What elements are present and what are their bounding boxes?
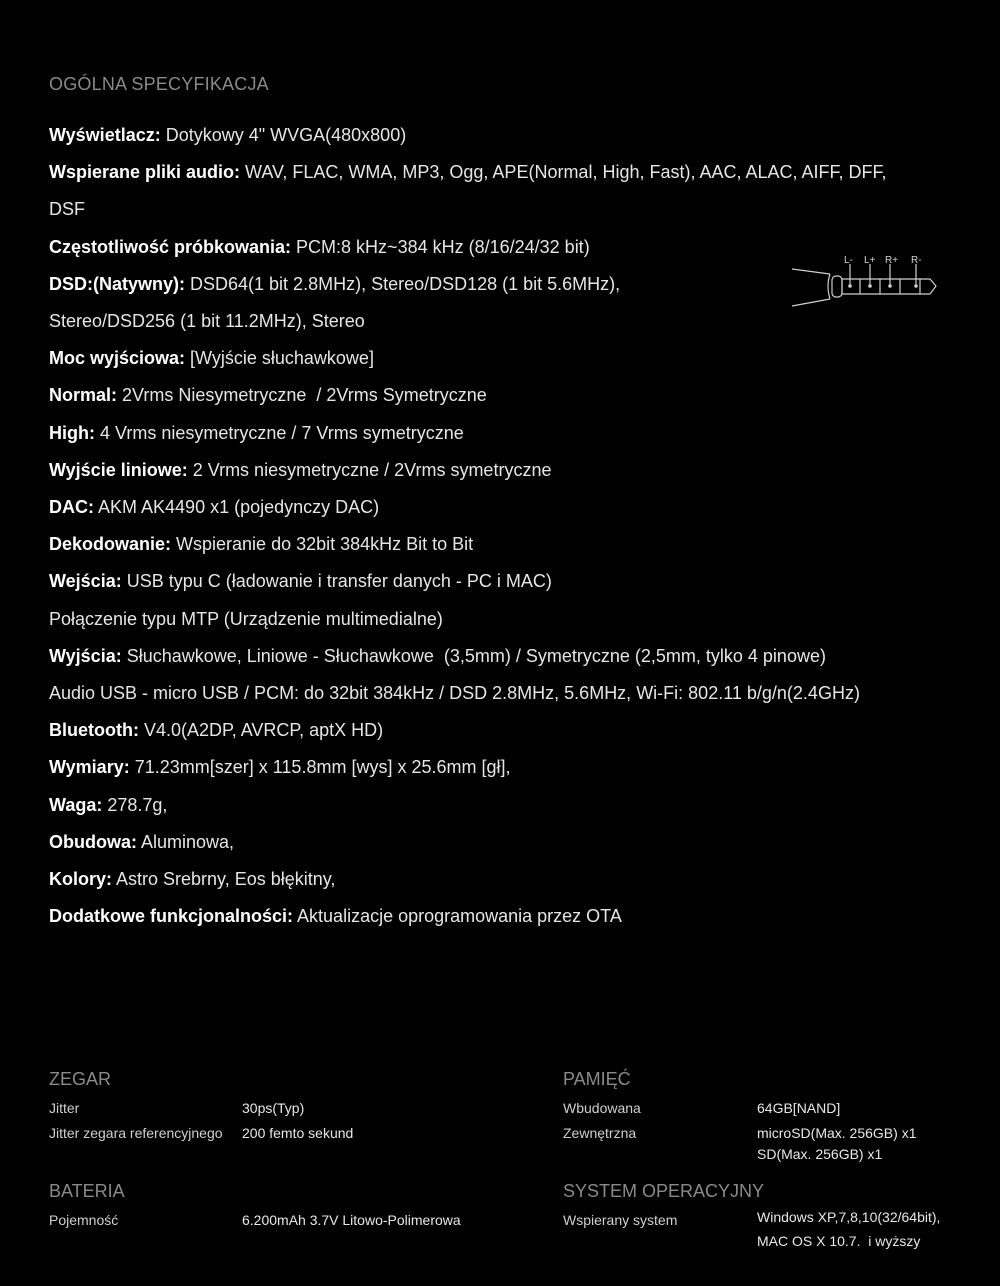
battery-capacity-label: Pojemność [49,1212,119,1228]
spec-value: 71.23mm[szer] x 115.8mm [wys] x 25.6mm [gł], [129,757,511,778]
spec-label: Obudowa: [49,831,137,852]
spec-value: 4 Vrms niesymetryczne / 7 Vrms symetryczne [94,422,464,443]
memory-external-value-2: SD(Max. 256GB) x1 [757,1146,883,1162]
spec-audio-files-cont [49,191,927,228]
pin-dot-3 [888,284,892,288]
spec-value: Aktualizacje oprogramowania przez OTA [293,906,622,927]
spec-colors [49,861,927,898]
battery-title: BATERIA [49,1181,125,1201]
clock-ref-jitter-value: 200 femto sekund [242,1125,354,1141]
spec-bluetooth [49,712,927,749]
spec-list [49,117,927,935]
os-supported-value: Windows XP,7,8,10(32/64bit), [757,1209,941,1225]
spec-label: DAC: [49,497,94,518]
spec-value: Połączenie typu MTP (Urządzenie multimedialne) [49,608,443,629]
spec-weight [49,787,927,824]
os-supported-value-2: MAC OS X 10.7. i wyższy [757,1233,921,1249]
pin-label-l-minus: L- [844,255,853,266]
spec-value: WAV, FLAC, WMA, MP3, Ogg, APE(Normal, High, Fast), AAC, ALAC, AIFF, DFF, [240,162,887,183]
spec-label: Wspierane pliki audio: [49,162,241,183]
spec-label: Dodatkowe funkcjonalności: [49,906,294,927]
spec-value: PCM:8 kHz~384 kHz (8/16/24/32 bit) [291,236,590,257]
spec-line-out [49,452,927,489]
spec-value: DSD64(1 bit 2.8MHz), Stereo/DSD128 (1 bit 5.6MHz), [185,273,621,294]
spec-value: DSF [49,199,85,220]
spec-value: Wspieranie do 32bit 384kHz Bit to Bit [171,534,474,555]
clock-jitter-value: 30ps(Typ) [242,1100,305,1116]
spec-value: V4.0(A2DP, AVRCP, aptX HD) [138,720,384,741]
spec-outputs-cont [49,675,927,712]
memory-internal-label: Wbudowana [563,1100,641,1116]
spec-label: Częstotliwość próbkowania: [49,236,292,257]
os-title: SYSTEM OPERACYJNY [563,1181,765,1201]
spec-value: Astro Srebrny, Eos błękitny, [112,869,336,890]
battery-capacity-value: 6.200mAh 3.7V Litowo-Polimerowa [242,1212,461,1228]
spec-value: Słuchawkowe, Liniowe - Słuchawkowe (3,5mm) / Symetryczne (2,5mm, tylko 4 pinowe) [121,645,826,666]
spec-value: Audio USB - micro USB / PCM: do 32bit 384kHz / DSD 2.8MHz, 5.6MHz, Wi-Fi: 802.11 b/g/n(2.4GHz) [49,683,860,704]
spec-value: Stereo/DSD256 (1 bit 11.2MHz), Stereo [49,311,365,332]
spec-label: Waga: [49,794,103,815]
spec-label: Normal: [49,385,118,406]
spec-decoding [49,526,927,563]
spec-label: Wymiary: [49,757,130,778]
pin-dot-2 [868,284,872,288]
clock-title: ZEGAR [49,1069,112,1089]
pin-label-r-plus: R+ [885,255,899,266]
spec-label: High: [49,422,95,443]
spec-dimensions [49,749,927,786]
cable-line-bottom [792,299,830,306]
spec-label: Wyjście liniowe: [49,459,188,480]
spec-label: Bluetooth: [49,720,139,741]
audio-jack-diagram [790,254,950,314]
spec-label: Moc wyjściowa: [49,348,186,369]
spec-label: Wyjścia: [49,645,122,666]
pin-dot-1 [848,284,852,288]
spec-value: [Wyjście słuchawkowe] [185,348,374,369]
clock-ref-jitter-label: Jitter zegara referencyjnego [49,1125,223,1141]
spec-value: 2 Vrms niesymetryczne / 2Vrms symetryczne [187,459,552,480]
spec-housing [49,824,927,861]
spec-label: Kolory: [49,869,112,890]
pin-label-r-minus: R- [911,255,922,266]
spec-value: AKM AK4490 x1 (pojedynczy DAC) [94,497,380,518]
spec-dac [49,489,927,526]
spec-extras [49,898,927,935]
pin-dot-4 [914,284,918,288]
spec-normal [49,377,927,414]
spec-label: Wyświetlacz: [49,125,161,145]
spec-output-power [49,340,927,377]
memory-title: PAMIĘĆ [563,1069,631,1089]
spec-inputs [49,563,927,600]
pin-label-l-plus: L+ [864,255,876,266]
jack-collar-curve [828,274,830,299]
clock-jitter-label: Jitter [49,1100,80,1116]
spec-value: USB typu C (ładowanie i transfer danych - PC i MAC) [121,571,552,592]
spec-display [49,117,927,154]
spec-outputs [49,638,927,675]
spec-value: 278.7g, [102,794,168,815]
spec-value: Aluminowa, [137,831,235,852]
spec-value: 2Vrms Niesymetryczne / 2Vrms Symetryczne [117,385,487,406]
os-supported-label: Wspierany system [563,1212,678,1228]
spec-audio-files [49,154,927,191]
spec-high [49,415,927,452]
spec-label: Dekodowanie: [49,534,172,555]
spec-label: DSD:(Natywny): [49,273,186,294]
memory-external-label: Zewnętrzna [563,1125,637,1141]
memory-external-value: microSD(Max. 256GB) x1 [757,1125,917,1141]
spec-inputs-cont [49,601,927,638]
spec-label: Wejścia: [49,571,122,592]
memory-internal-value: 64GB[NAND] [757,1100,841,1116]
general-spec-title: OGÓLNA SPECYFIKACJA [49,74,269,94]
jack-collar [832,276,842,297]
spec-value: Dotykowy 4" WVGA(480x800) [160,125,407,145]
cable-line-top [792,269,830,274]
